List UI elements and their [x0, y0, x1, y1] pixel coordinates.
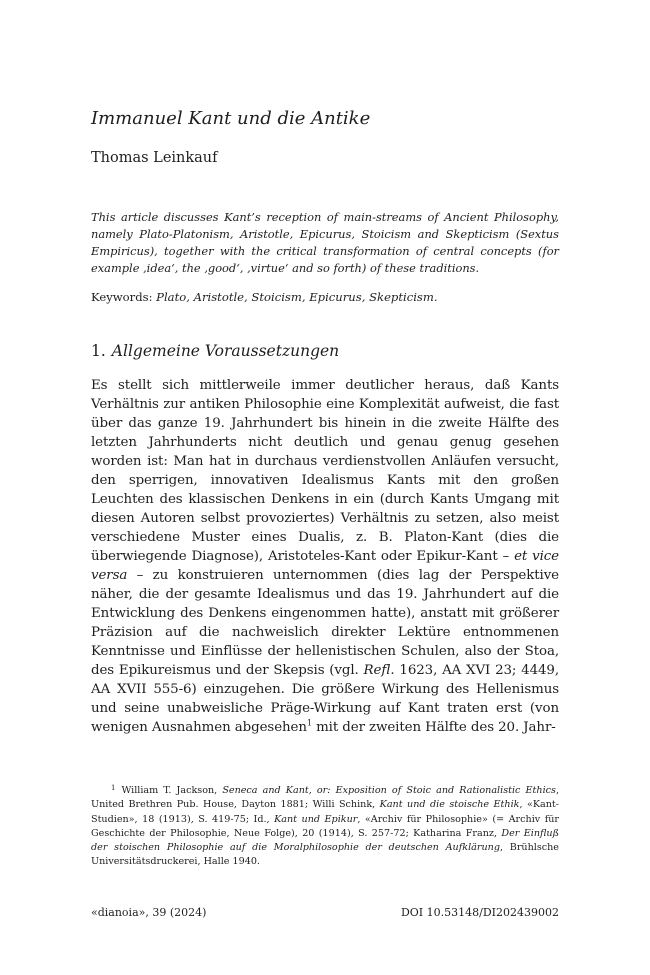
footnote-reference[interactable]: 1: [306, 718, 312, 728]
keywords: [91, 289, 559, 306]
footnote-italic-1: Seneca and Kant, or: Exposition of Stoic and Rationalistic Ethics: [222, 785, 556, 796]
section-number: 1.: [91, 342, 106, 360]
footnote-italic-3: Kant und Epikur: [274, 813, 358, 825]
body-text-2: – zu konstruieren unternommen (dies lag der Perspektive näher, die der gesamte Idealismus und das 19. Jahrhundert auf die Entwicklung des Denkens eingenommen hatte), anstatt mit größerer Präzision auf die nachweislich direkter Lektüre entnommenen Kenntnisse und Einflüsse der hellenistischen Schulen, also der Stoa, des Epikureismus und der Skepsis (vgl.: [91, 568, 559, 678]
keywords-values: Plato, Aristotle, Stoicism, Epicurus, Skepticism.: [156, 290, 438, 304]
keywords-label: Keywords:: [91, 290, 153, 304]
body-italic-1: et vice versa: [91, 549, 559, 583]
body-text-3: 1623, AA XVI 23; 4449, AA XVII 555-6) einzugehen. Die größere Wirkung des Hellenismus und seine unabweisliche Präge-Wirkung auf Kant traten erst (von wenigen Ausnahmen abgesehen: [91, 663, 559, 735]
footnote-italic-4: Der Einfluß der stoischen Philosophie auf die Moralphilosophie der deutschen Aufklärung: [91, 827, 559, 854]
section-title: Allgemeine Voraussetzungen: [111, 342, 340, 360]
body-paragraph: [91, 376, 559, 737]
footnote: [91, 781, 559, 870]
body-italic-2: Refl.: [363, 663, 395, 678]
footnote-text-5: , Brühlsche Universitätsdruckerei, Halle 1940.: [91, 842, 559, 868]
footnote-text-4: , «Archiv für Philosophie» (= Archiv für Geschichte der Philosophie, Neue Folge), 20 (1914), S. 257-72; Katharina Franz,: [91, 813, 560, 839]
abstract: This article discusses Kant’s reception of main-streams of Ancient Philosophy, namely Plato-Platonism, Aristotle, Epicurus, Stoicism and Skepticism (Sextus Empiricus), together with the critical transformation of central concepts (for example ‚idea‘, the ‚good‘, ‚virtue‘ and so forth) of these traditions.: [91, 210, 559, 275]
doi[interactable]: DOI 10.53148/DI202439002: [400, 906, 559, 919]
article-title: Immanuel Kant und die Antike: [91, 108, 371, 129]
footnote-italic-2: Kant und die stoische Ethik: [379, 799, 520, 811]
journal-citation: «dianoia», 39 (2024): [91, 906, 207, 919]
body-text-4: mit der zweiten Hälfte des 20. Jahr-: [311, 720, 556, 735]
footnote-mark: 1: [111, 784, 116, 792]
footnote-text-3: , «Kant-Studien», 18 (1913), S. 419-75; Id.,: [91, 799, 559, 825]
footnote-text-1: William T. Jackson,: [121, 785, 223, 796]
page-footer: [91, 905, 559, 921]
article-author: Thomas Leinkauf: [91, 150, 218, 166]
footnote-text-2: , United Brethren Pub. House, Dayton 1881; Willi Schink,: [91, 785, 559, 811]
section-heading: [91, 340, 339, 362]
body-text-1: Es stellt sich mittlerweile immer deutlicher heraus, daß Kants Verhältnis zur antiken Philosophie eine Komplexität aufweist, die fast über das ganze 19. Jahrhundert bis hinein in die zweite Hälfte des letzten Jahrhunderts nicht deutlich und genau genug gesehen worden ist: Man hat in durchaus verdienstvollen Anläufen versucht, den sperrigen, innovativen Idealismus Kants mit den großen Leuchten des klassischen Denkens in ein (durch Kants Umgang mit diesen Autoren selbst provoziertes) Verhältnis zu setzen, also meist verschiedene Muster eines Dualis, z. B. Platon-Kant (dies die überwiegende Diagnose), Aristoteles-Kant oder Epikur-Kant –: [91, 378, 559, 564]
